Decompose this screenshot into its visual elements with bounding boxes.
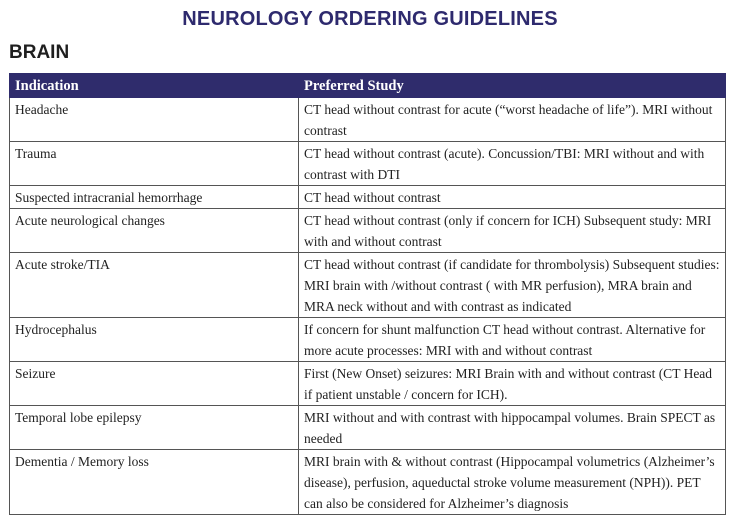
table-row [10, 318, 726, 362]
table-row [10, 186, 726, 209]
table-row [10, 142, 726, 186]
indication-cell: Temporal lobe epilepsy [10, 406, 299, 450]
indication-cell: Dementia / Memory loss [10, 450, 299, 515]
column-header-indication: Indication [10, 74, 299, 98]
preferred-study-cell: CT head without contrast [299, 186, 726, 209]
table-header-row [10, 74, 726, 98]
indication-cell: Acute stroke/TIA [10, 253, 299, 318]
preferred-study-cell: CT head without contrast (if candidate for thrombolysis) Subsequent studies: MRI brain with /without contrast ( with MR perfusion), MRA brain and MRA neck without and with contrast as indicated [299, 253, 726, 318]
table-row [10, 253, 726, 318]
preferred-study-cell: MRI without and with contrast with hippocampal volumes. Brain SPECT as needed [299, 406, 726, 450]
preferred-study-cell: MRI brain with & without contrast (Hippocampal volumetrics (Alzheimer’s disease), perfusion, aqueductal stroke volume measurement (NPH)). PET can also be considered for Alzheimer’s diagnosis [299, 450, 726, 515]
table-row [10, 450, 726, 515]
preferred-study-cell: CT head without contrast for acute (“worst headache of life”). MRI without contrast [299, 98, 726, 142]
table-row [10, 209, 726, 253]
preferred-study-cell: CT head without contrast (acute). Concussion/TBI: MRI without and with contrast with DTI [299, 142, 726, 186]
preferred-study-cell: CT head without contrast (only if concern for ICH) Subsequent study: MRI with and without contrast [299, 209, 726, 253]
table-row [10, 362, 726, 406]
preferred-study-cell: First (New Onset) seizures: MRI Brain with and without contrast (CT Head if patient unstable / concern for ICH). [299, 362, 726, 406]
guidelines-table [9, 73, 726, 515]
table-row [10, 98, 726, 142]
indication-cell: Headache [10, 98, 299, 142]
indication-cell: Suspected intracranial hemorrhage [10, 186, 299, 209]
document-title: NEUROLOGY ORDERING GUIDELINES [182, 8, 558, 30]
preferred-study-cell: If concern for shunt malfunction CT head without contrast. Alternative for more acute processes: MRI with and without contrast [299, 318, 726, 362]
indication-cell: Acute neurological changes [10, 209, 299, 253]
column-header-preferred-study: Preferred Study [299, 74, 726, 98]
indication-cell: Hydrocephalus [10, 318, 299, 362]
table-row [10, 406, 726, 450]
indication-cell: Seizure [10, 362, 299, 406]
indication-cell: Trauma [10, 142, 299, 186]
section-heading-brain: BRAIN [9, 42, 70, 63]
